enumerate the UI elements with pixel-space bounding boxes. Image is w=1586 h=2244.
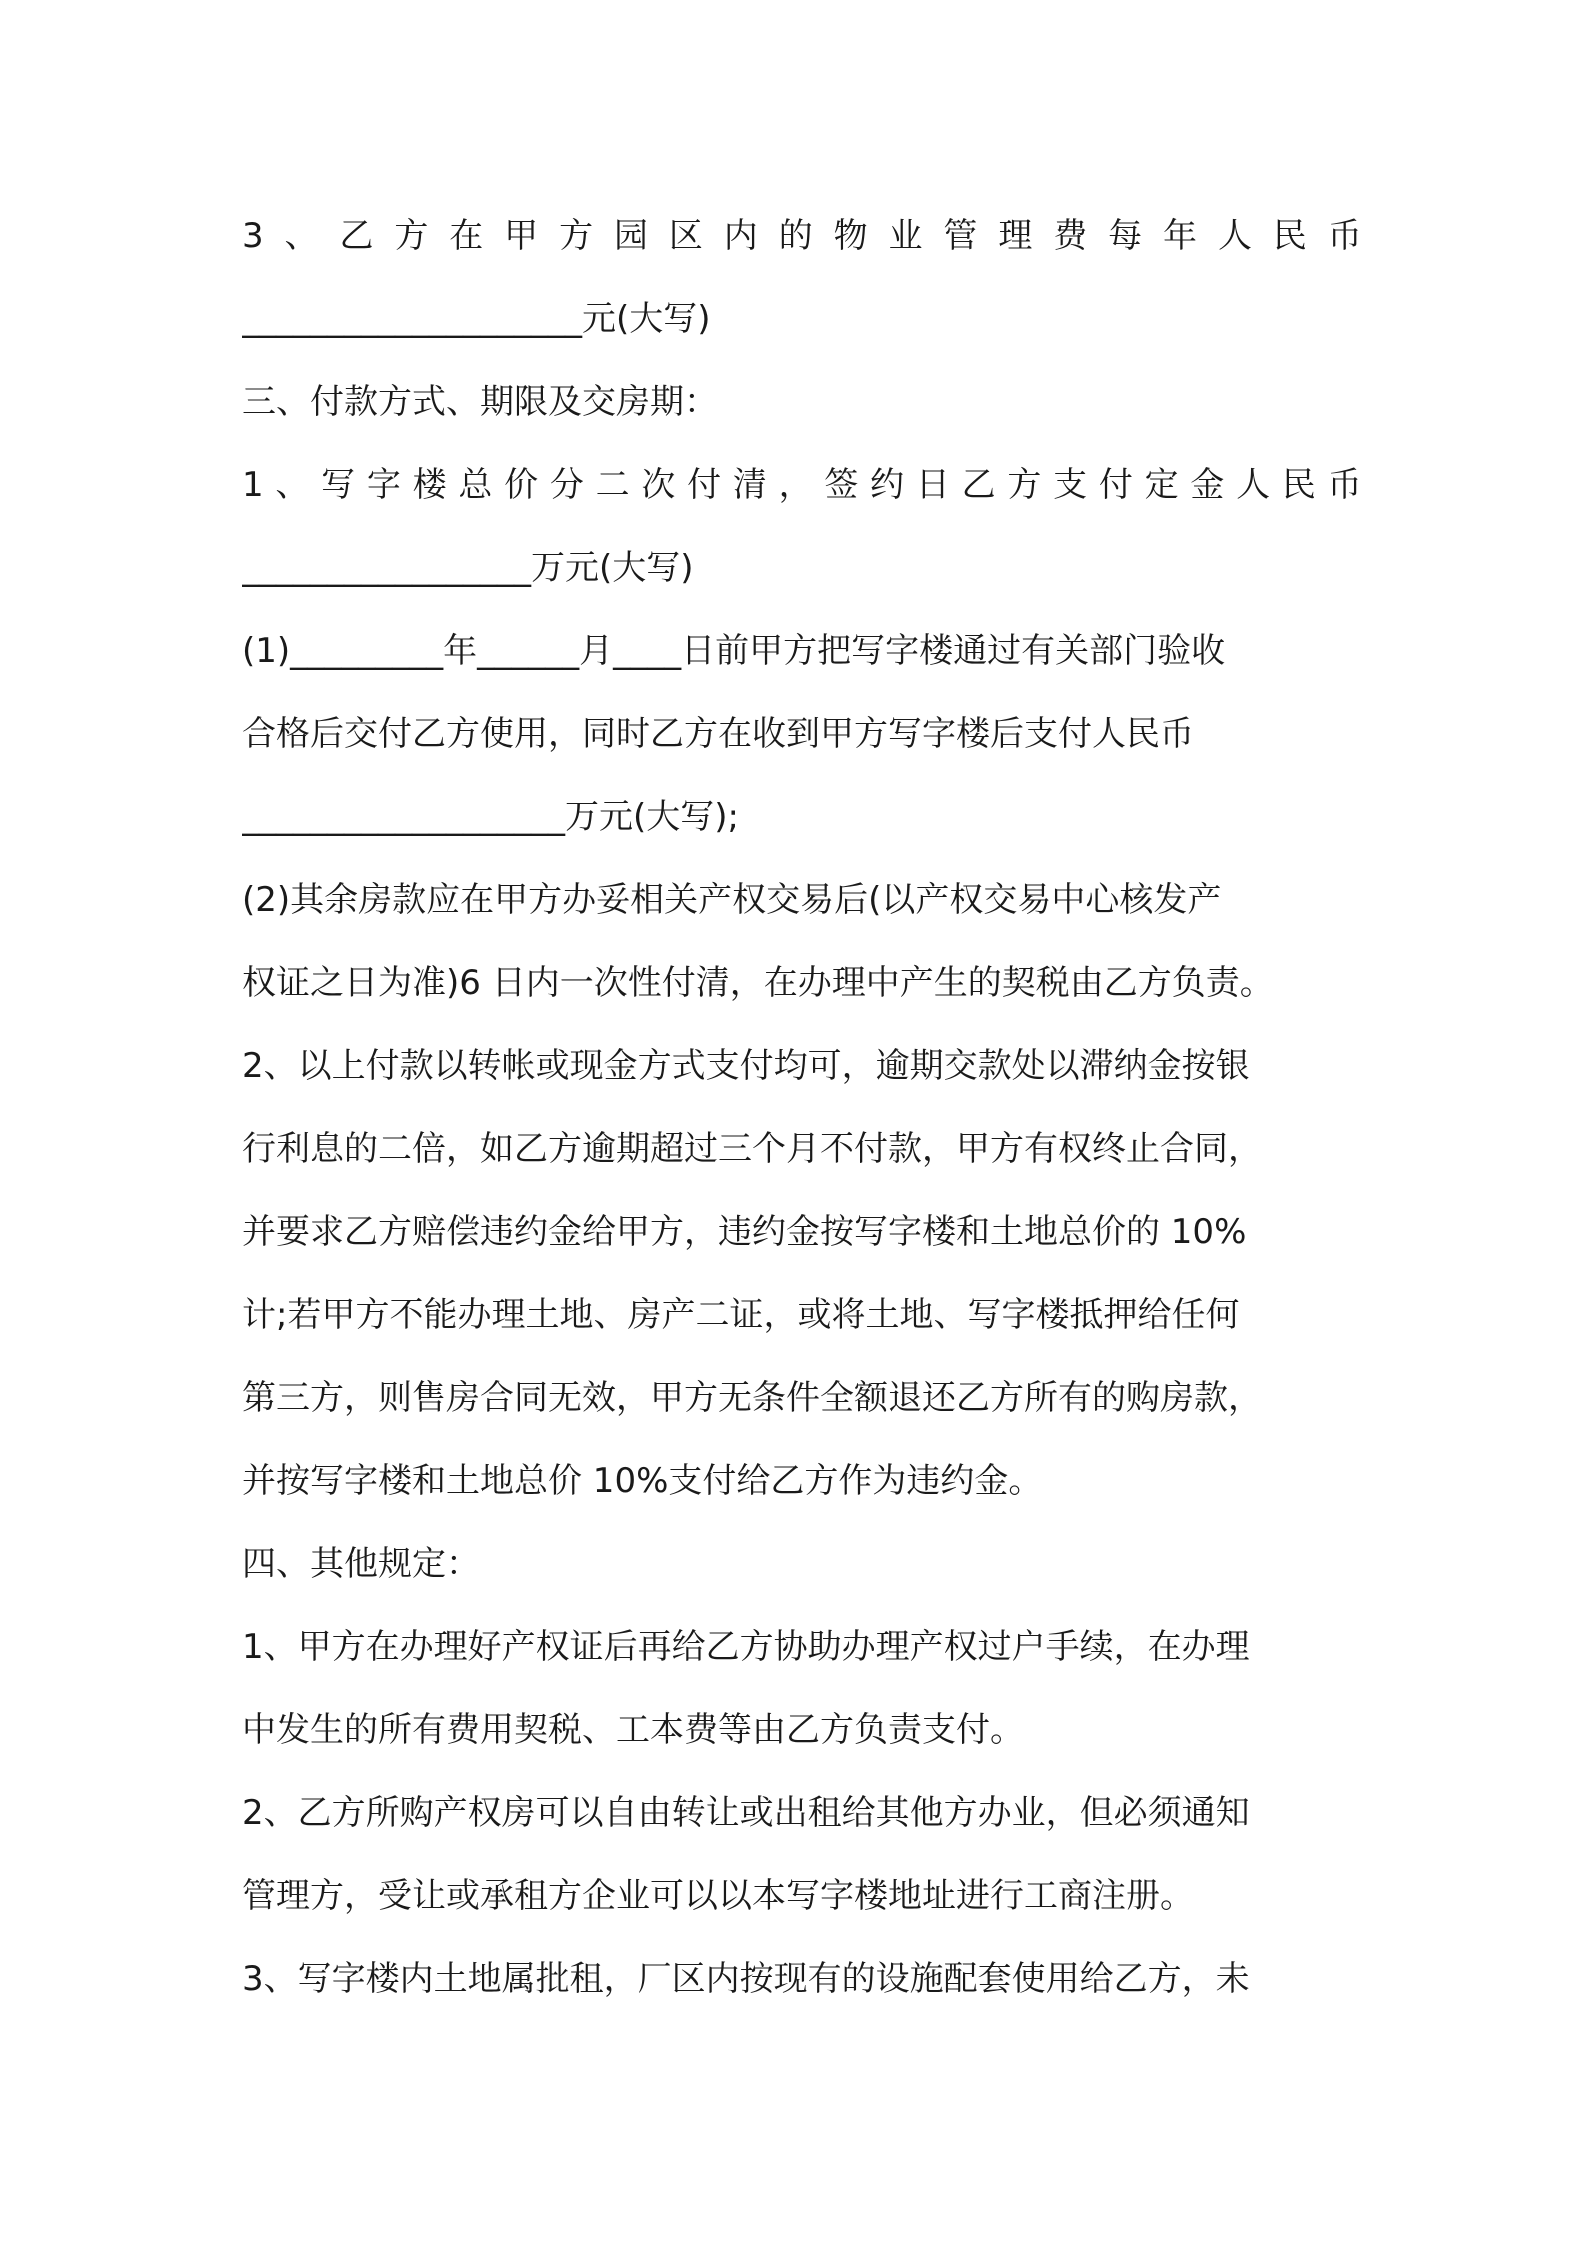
- text-char: 理: [998, 216, 1033, 256]
- text-char: 楼: [412, 465, 447, 505]
- text-line-19: 中发生的所有费用契税、工本费等由乙方负责支付。: [242, 1710, 1024, 1750]
- text-char: 人: [1236, 465, 1271, 505]
- text-line-4: [242, 444, 1362, 527]
- text-char: 价: [504, 465, 539, 505]
- text-char: 、: [284, 216, 319, 256]
- text-line-13: 并要求乙方赔偿违约金给甲方，违约金按写字楼和土地总价的 10%: [242, 1212, 1247, 1252]
- text-line-1: [242, 195, 1362, 278]
- section-heading-other: 四、其他规定：: [242, 1544, 480, 1584]
- text-char: 园: [613, 216, 648, 256]
- text-char: 清: [732, 465, 767, 505]
- text-char: 民: [1281, 465, 1316, 505]
- text-line-15: 第三方，则售房合同无效，甲方无条件全额退还乙方所有的购房款，: [242, 1378, 1262, 1418]
- text-char: 1: [242, 465, 264, 505]
- text-char: 在: [449, 216, 484, 256]
- document-body: [242, 195, 1362, 2021]
- text-char: 的: [778, 216, 813, 256]
- text-line-16: 并按写字楼和土地总价 10%支付给乙方作为违约金。: [242, 1461, 1043, 1501]
- text-line-20: 2、乙方所购产权房可以自由转让或出租给其他方办业，但必须通知: [242, 1793, 1250, 1833]
- text-char: 3: [242, 216, 264, 256]
- text-char: 总: [458, 465, 493, 505]
- text-line-7: 合格后交付乙方使用，同时乙方在收到甲方写字楼后支付人民币: [242, 714, 1194, 754]
- text-line-14: 计;若甲方不能办理土地、房产二证，或将土地、写字楼抵押给任何: [242, 1295, 1240, 1335]
- text-char: 字: [366, 465, 401, 505]
- text-line-6: (1)_________年______月____日前甲方把写字楼通过有关部门验收: [242, 631, 1226, 671]
- text-char: 业: [888, 216, 923, 256]
- text-char: 二: [595, 465, 630, 505]
- text-char: 民: [1272, 216, 1307, 256]
- text-char: 付: [687, 465, 722, 505]
- text-char: 金: [1190, 465, 1225, 505]
- text-char: 乙: [961, 465, 996, 505]
- text-char: 次: [641, 465, 676, 505]
- text-char: 定: [1144, 465, 1179, 505]
- text-char: 分: [549, 465, 584, 505]
- text-char: 付: [1098, 465, 1133, 505]
- text-line-21: 管理方，受让或承租方企业可以以本写字楼地址进行工商注册。: [242, 1876, 1194, 1916]
- text-char: 区: [668, 216, 703, 256]
- text-char: 方: [394, 216, 429, 256]
- text-char: 费: [1053, 216, 1088, 256]
- text-line-18: 1、甲方在办理好产权证后再给乙方协助办理产权过户手续，在办理: [242, 1627, 1250, 1667]
- text-char: 年: [1163, 216, 1198, 256]
- text-char: 物: [833, 216, 868, 256]
- text-char: 签: [824, 465, 859, 505]
- text-line-2: ____________________元(大写): [242, 299, 711, 339]
- text-line-5: _________________万元(大写): [242, 548, 694, 588]
- text-char: 币: [1327, 216, 1362, 256]
- text-char: 甲: [504, 216, 539, 256]
- text-char: 、: [275, 465, 310, 505]
- text-line-8: ___________________万元(大写);: [242, 797, 739, 837]
- text-char: 内: [723, 216, 758, 256]
- text-line-22: 3、写字楼内土地属批租，厂区内按现有的设施配套使用给乙方，未: [242, 1959, 1250, 1999]
- text-char: 日: [915, 465, 950, 505]
- text-line-12: 行利息的二倍，如乙方逾期超过三个月不付款，甲方有权终止合同，: [242, 1129, 1262, 1169]
- text-char: 管: [943, 216, 978, 256]
- text-char: ，: [778, 465, 813, 505]
- text-line-11: 2、以上付款以转帐或现金方式支付均可，逾期交款处以滞纳金按银: [242, 1046, 1250, 1086]
- text-char: 每: [1108, 216, 1143, 256]
- text-char: 方: [1007, 465, 1042, 505]
- text-char: 人: [1217, 216, 1252, 256]
- text-char: 方: [559, 216, 594, 256]
- section-heading-payment: 三、付款方式、期限及交房期：: [242, 382, 718, 422]
- text-char: 币: [1327, 465, 1362, 505]
- text-char: 写: [321, 465, 356, 505]
- text-char: 约: [870, 465, 905, 505]
- text-line-10: 权证之日为准)6 日内一次性付清，在办理中产生的契税由乙方负责。: [242, 963, 1274, 1003]
- text-char: 乙: [339, 216, 374, 256]
- text-line-9: (2)其余房款应在甲方办妥相关产权交易后(以产权交易中心核发产: [242, 880, 1222, 920]
- text-char: 支: [1053, 465, 1088, 505]
